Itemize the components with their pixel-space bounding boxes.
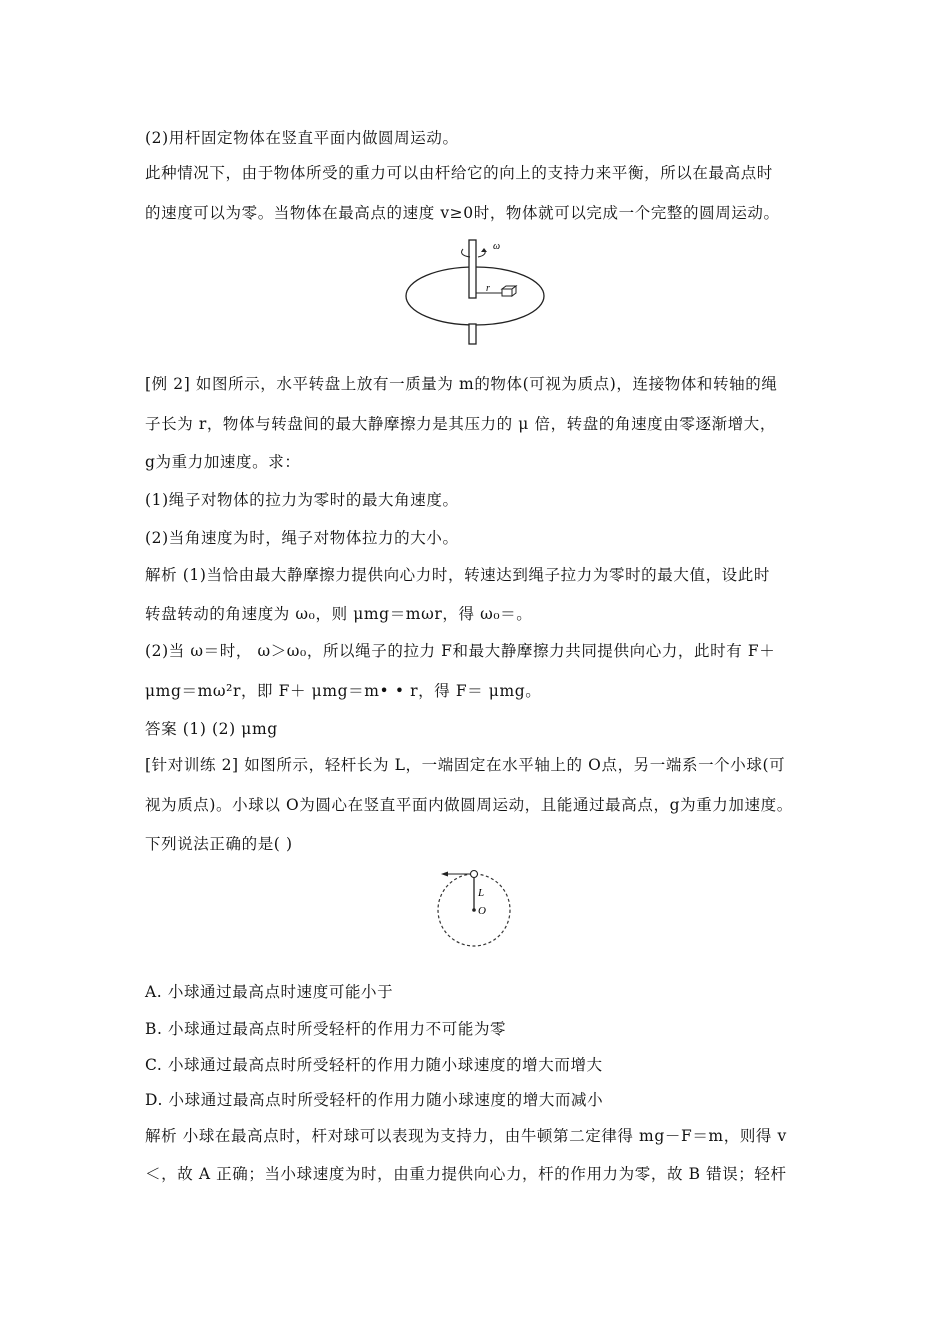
training2-line: [针对训练 2] 如图所示，轻杆长为 L，一端固定在水平轴上的 O点，另一端系一个小球(可	[145, 756, 786, 774]
analysis-line: 解析 小球在最高点时，杆对球可以表现为支持力，由牛顿第二定律得 mg－F＝m，则得 v	[145, 1127, 787, 1145]
r-label: r	[486, 283, 490, 294]
question-2: (2)当角速度为时，绳子对物体拉力的大小。	[145, 529, 459, 547]
O-label: O	[478, 905, 486, 917]
solution-line: 转盘转动的角速度为 ω₀，则 μmg＝mωr，得 ω₀＝。	[145, 605, 533, 623]
rod-circle-figure	[432, 866, 518, 950]
example2-line: g为重力加速度。求：	[145, 453, 301, 471]
paragraph-line: 此种情况下，由于物体所受的重力可以由杆给它的向上的支持力来平衡，所以在最高点时	[145, 164, 773, 182]
omega-label: ω	[493, 241, 501, 252]
solution-line: 解析 (1)当恰由最大静摩擦力提供向心力时，转速达到绳子拉力为零时的最大值，设此时	[145, 566, 770, 584]
analysis-line: ＜，故 A 正确；当小球速度为时，由重力提供向心力，杆的作用力为零，故 B 错误；轻杆	[145, 1165, 787, 1183]
L-label: L	[478, 887, 485, 899]
example2-line: 子长为 r，物体与转盘间的最大静摩擦力是其压力的 μ 倍，转盘的角速度由零逐渐增大，	[145, 415, 776, 433]
solution-line: μmg＝mω²r，即 F＋ μmg＝m• • r，得 F＝ μmg。	[145, 682, 542, 700]
answer-line: 答案 (1) (2) μmg	[145, 720, 278, 738]
training2-line: 下列说法正确的是( )	[145, 835, 293, 853]
option-a: A. 小球通过最高点时速度可能小于	[145, 983, 394, 1001]
section-heading: (2)用杆固定物体在竖直平面内做圆周运动。	[145, 129, 459, 147]
example2-line: [例 2] 如图所示，水平转盘上放有一质量为 m的物体(可视为质点)，连接物体和转轴的绳	[145, 375, 778, 393]
solution-line: (2)当 ω＝时， ω＞ω₀，所以绳子的拉力 F和最大静摩擦力共同提供向心力，此时有 F＋	[145, 642, 776, 660]
option-d: D. 小球通过最高点时所受轻杆的作用力随小球速度的增大而减小	[145, 1091, 604, 1109]
option-c: C. 小球通过最高点时所受轻杆的作用力随小球速度的增大而增大	[145, 1056, 603, 1074]
paragraph-line: 的速度可以为零。当物体在最高点的速度 v≥0时，物体就可以完成一个完整的圆周运动。	[145, 204, 780, 222]
training2-line: 视为质点)。小球以 O为圆心在竖直平面内做圆周运动，且能通过最高点，g为重力加速度。	[145, 796, 793, 814]
question-1: (1)绳子对物体的拉力为零时的最大角速度。	[145, 491, 459, 509]
option-b: B. 小球通过最高点时所受轻杆的作用力不可能为零	[145, 1020, 507, 1038]
turntable-figure	[400, 236, 550, 348]
